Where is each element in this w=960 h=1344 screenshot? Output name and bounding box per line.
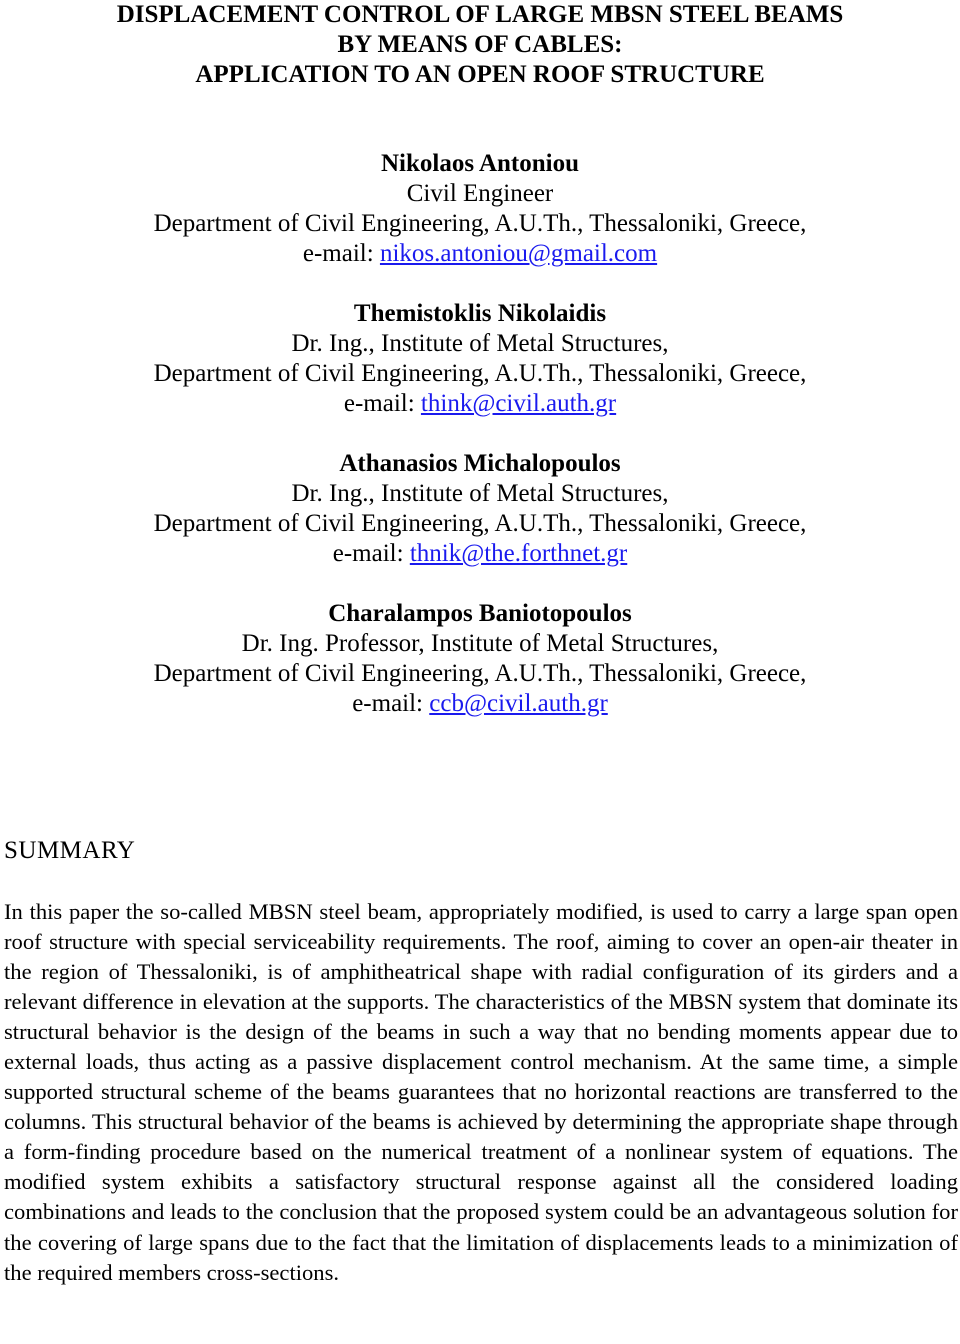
author-name: Charalampos Baniotopoulos bbox=[328, 600, 632, 627]
author-block bbox=[0, 299, 960, 419]
email-label: e-mail: bbox=[302, 240, 380, 267]
email-link[interactable]: ccb@civil.auth.gr bbox=[429, 690, 608, 717]
author-email-line bbox=[0, 389, 960, 419]
title-line-1: DISPLACEMENT CONTROL OF LARGE MBSN STEEL BEAMS bbox=[116, 1, 844, 28]
email-label: e-mail: bbox=[352, 690, 430, 717]
author-name: Athanasios Michalopoulos bbox=[339, 450, 621, 477]
author-email-line bbox=[0, 689, 960, 719]
author-name: Themistoklis Nikolaidis bbox=[353, 300, 607, 327]
title-line-3: APPLICATION TO AN OPEN ROOF STRUCTURE bbox=[195, 61, 765, 88]
author-email-line bbox=[0, 539, 960, 569]
abstract-text: In this paper the so-called MBSN steel beam, appropriately modified, is used to carry a large span open roof structure with special serviceability requirements. The roof, aiming to cover an open-air theater in the region of Thessaloniki, is of amphitheatrical shape with radial configuration of its girders and a relevant difference in elevation at the supports. The characteristics of the MBSN system that dominate its structural behavior is the design of the beams in such a way that no bending moments appear due to external loads, thus acting as a passive displacement control mechanism. At the same time, a simple supported structural scheme of the beams guarantees that no horizontal reactions are transferred to the columns. This structural behavior of the beams is achieved by determining the appropriate shape through a form-finding procedure based on the numerical treatment of a nonlinear system of equations. The modified system exhibits a satisfactory structural response against all the considered loading combinations and leads to the conclusion that the proposed system could be an advantageous solution for the covering of large spans due to the fact that the limitation of displacements leads to a minimization of the required members cross-sections. bbox=[4, 899, 958, 1285]
email-label: e-mail: bbox=[332, 540, 410, 567]
author-position: Dr. Ing., Institute of Metal Structures, bbox=[291, 480, 669, 507]
title-line-2: BY MEANS OF CABLES: bbox=[337, 31, 623, 58]
author-block bbox=[0, 149, 960, 269]
author-name: Nikolaos Antoniou bbox=[381, 150, 579, 177]
author-affiliation: Department of Civil Engineering, A.U.Th., Thessaloniki, Greece, bbox=[153, 210, 807, 237]
author-position: Dr. Ing. Professor, Institute of Metal Structures, bbox=[241, 630, 719, 657]
author-position: Civil Engineer bbox=[406, 180, 554, 207]
summary-heading: SUMMARY bbox=[4, 837, 136, 864]
author-position: Dr. Ing., Institute of Metal Structures, bbox=[291, 330, 669, 357]
paper-title bbox=[0, 0, 960, 90]
author-block bbox=[0, 449, 960, 569]
email-link[interactable]: nikos.antoniou@gmail.com bbox=[379, 240, 658, 267]
email-label: e-mail: bbox=[343, 390, 421, 417]
email-link[interactable]: think@civil.auth.gr bbox=[420, 390, 617, 417]
author-affiliation: Department of Civil Engineering, A.U.Th., Thessaloniki, Greece, bbox=[153, 660, 807, 687]
author-block bbox=[0, 599, 960, 719]
email-link[interactable]: thnik@the.forthnet.gr bbox=[409, 540, 628, 567]
author-list bbox=[0, 149, 960, 719]
author-email-line bbox=[0, 239, 960, 269]
author-affiliation: Department of Civil Engineering, A.U.Th., Thessaloniki, Greece, bbox=[153, 510, 807, 537]
author-affiliation: Department of Civil Engineering, A.U.Th., Thessaloniki, Greece, bbox=[153, 360, 807, 387]
